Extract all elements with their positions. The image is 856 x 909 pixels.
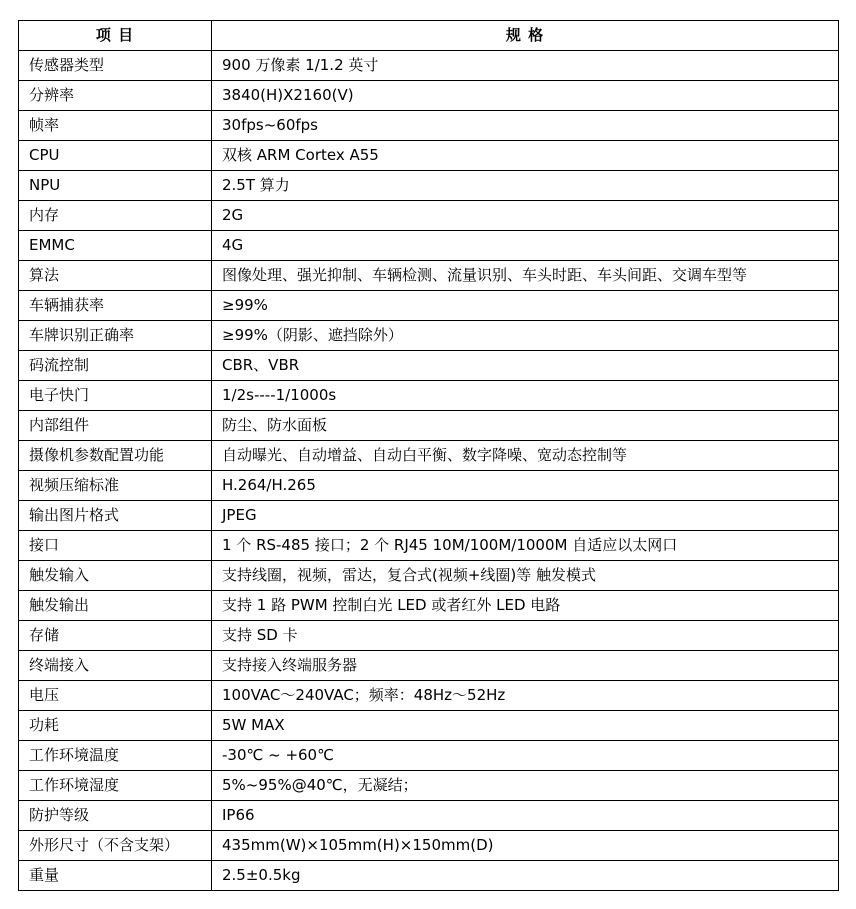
header-row xyxy=(19,21,839,51)
table-row xyxy=(19,111,839,141)
row-value: 435mm(W)×105mm(H)×150mm(D) xyxy=(212,831,839,861)
table-row xyxy=(19,81,839,111)
row-label: NPU xyxy=(19,171,212,201)
row-label: 工作环境温度 xyxy=(19,741,212,771)
row-label: EMMC xyxy=(19,231,212,261)
row-value: 1/2s----1/1000s xyxy=(212,381,839,411)
table-row xyxy=(19,591,839,621)
row-value: ≥99% xyxy=(212,291,839,321)
row-value: 2.5T 算力 xyxy=(212,171,839,201)
table-row xyxy=(19,441,839,471)
row-value: 支持 1 路 PWM 控制白光 LED 或者红外 LED 电路 xyxy=(212,591,839,621)
table-row xyxy=(19,141,839,171)
row-label: 车辆捕获率 xyxy=(19,291,212,321)
row-value: 2.5±0.5kg xyxy=(212,861,839,891)
row-value: 支持 SD 卡 xyxy=(212,621,839,651)
row-value: 5W MAX xyxy=(212,711,839,741)
row-label: 内存 xyxy=(19,201,212,231)
row-label: 输出图片格式 xyxy=(19,501,212,531)
table-row xyxy=(19,831,839,861)
table-row xyxy=(19,711,839,741)
row-label: 分辨率 xyxy=(19,81,212,111)
table-row xyxy=(19,381,839,411)
row-value: 图像处理、强光抑制、车辆检测、流量识别、车头时距、车头间距、交调车型等 xyxy=(212,261,839,291)
table-row xyxy=(19,651,839,681)
row-label: 触发输入 xyxy=(19,561,212,591)
table-row xyxy=(19,411,839,441)
table-row xyxy=(19,801,839,831)
row-value: IP66 xyxy=(212,801,839,831)
row-label: 车牌识别正确率 xyxy=(19,321,212,351)
row-label: 视频压缩标准 xyxy=(19,471,212,501)
row-value: 100VAC～240VAC；频率：48Hz～52Hz xyxy=(212,681,839,711)
table-row xyxy=(19,741,839,771)
row-value: 5%~95%@40℃，无凝结； xyxy=(212,771,839,801)
table-row xyxy=(19,321,839,351)
table-row xyxy=(19,291,839,321)
spec-table-body xyxy=(19,51,839,891)
row-label: 传感器类型 xyxy=(19,51,212,81)
table-row xyxy=(19,561,839,591)
row-value: 2G xyxy=(212,201,839,231)
row-label: 算法 xyxy=(19,261,212,291)
row-label: 重量 xyxy=(19,861,212,891)
row-value: 自动曝光、自动增益、自动白平衡、数字降噪、宽动态控制等 xyxy=(212,441,839,471)
row-value: -30℃ ~ +60℃ xyxy=(212,741,839,771)
row-value: 双核 ARM Cortex A55 xyxy=(212,141,839,171)
row-label: 终端接入 xyxy=(19,651,212,681)
row-label: 存储 xyxy=(19,621,212,651)
table-row xyxy=(19,501,839,531)
row-value: 3840(H)X2160(V) xyxy=(212,81,839,111)
spec-table xyxy=(18,20,839,891)
row-value: 支持线圈，视频，雷达，复合式(视频+线圈)等 触发模式 xyxy=(212,561,839,591)
row-label: 外形尺寸（不含支架） xyxy=(19,831,212,861)
table-row xyxy=(19,771,839,801)
table-row xyxy=(19,201,839,231)
table-row xyxy=(19,471,839,501)
row-label: 内部组件 xyxy=(19,411,212,441)
spec-table-header xyxy=(19,21,839,51)
table-row xyxy=(19,51,839,81)
row-label: 接口 xyxy=(19,531,212,561)
row-value: JPEG xyxy=(212,501,839,531)
table-row xyxy=(19,621,839,651)
row-value: 30fps~60fps xyxy=(212,111,839,141)
table-row xyxy=(19,531,839,561)
row-label: 帧率 xyxy=(19,111,212,141)
table-row xyxy=(19,261,839,291)
header-item: 项 目 xyxy=(19,21,212,51)
row-label: 摄像机参数配置功能 xyxy=(19,441,212,471)
row-label: CPU xyxy=(19,141,212,171)
row-value: 1 个 RS-485 接口；2 个 RJ45 10M/100M/1000M 自适应以太网口 xyxy=(212,531,839,561)
row-label: 触发输出 xyxy=(19,591,212,621)
row-label: 防护等级 xyxy=(19,801,212,831)
row-label: 工作环境湿度 xyxy=(19,771,212,801)
table-row xyxy=(19,681,839,711)
row-value: CBR、VBR xyxy=(212,351,839,381)
row-value: 900 万像素 1/1.2 英寸 xyxy=(212,51,839,81)
row-label: 电压 xyxy=(19,681,212,711)
row-value: 4G xyxy=(212,231,839,261)
row-label: 码流控制 xyxy=(19,351,212,381)
table-row xyxy=(19,351,839,381)
row-value: ≥99%（阴影、遮挡除外） xyxy=(212,321,839,351)
row-label: 功耗 xyxy=(19,711,212,741)
row-value: 支持接入终端服务器 xyxy=(212,651,839,681)
row-value: 防尘、防水面板 xyxy=(212,411,839,441)
table-row xyxy=(19,861,839,891)
row-value: H.264/H.265 xyxy=(212,471,839,501)
table-row xyxy=(19,231,839,261)
table-row xyxy=(19,171,839,201)
row-label: 电子快门 xyxy=(19,381,212,411)
header-spec: 规 格 xyxy=(212,21,839,51)
